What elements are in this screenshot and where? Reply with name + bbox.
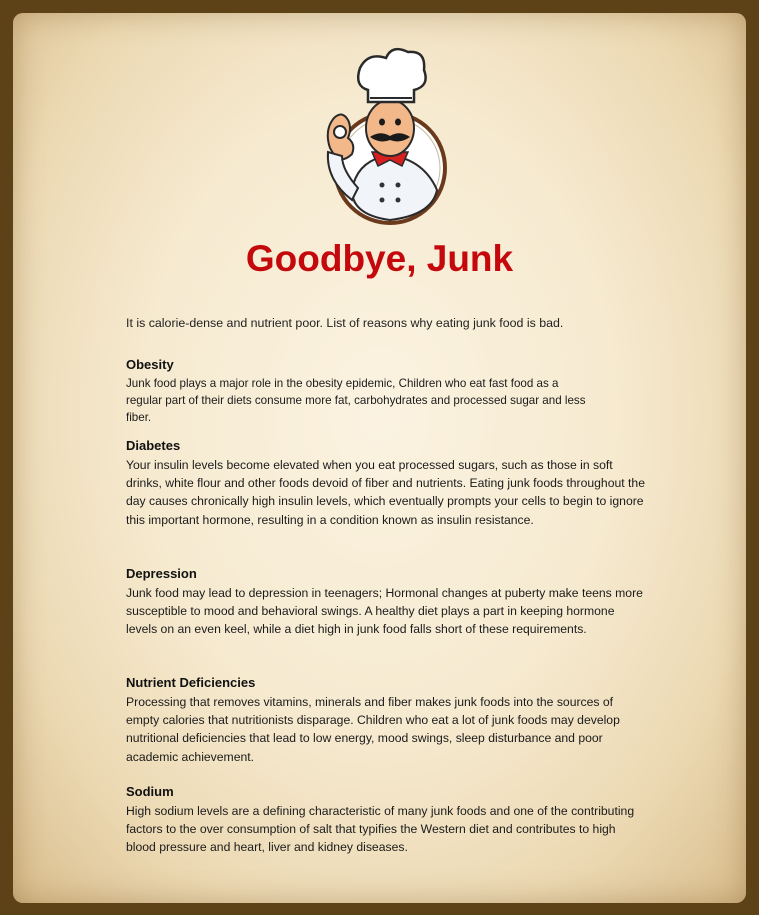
page-title: Goodbye, Junk xyxy=(245,238,514,279)
section-body: Junk food plays a major role in the obesity epidemic, Children who eat fast food as a regular part of their diets consume more fat, carbohydrates and processed sugar and less fiber. xyxy=(126,377,586,424)
section-sodium xyxy=(126,784,646,857)
chef-icon xyxy=(312,40,462,225)
section-diabetes xyxy=(126,438,646,529)
section-heading: Sodium xyxy=(126,784,174,799)
section-heading: Nutrient Deficiencies xyxy=(126,675,256,690)
section-depression xyxy=(126,566,646,639)
section-body: Processing that removes vitamins, minerals and fiber makes junk foods into the sources of empty calories that nutritionists disparage. Children who eat a lot of junk foods may develop nutritional deficiencies that lead to low energy, mood swings, sleep disturbance and poor academic achievement. xyxy=(126,695,620,764)
section-heading: Diabetes xyxy=(126,438,181,453)
section-heading: Obesity xyxy=(126,357,174,372)
section-body: Junk food may lead to depression in teenagers; Hormonal changes at puberty make teens more susceptible to mood and behavioral swings. A healthy diet plays a part in keeping hormone levels on an even keel, while a diet high in junk food falls short of these requirements. xyxy=(126,586,643,637)
section-body: Your insulin levels become elevated when you eat processed sugars, such as those in soft drinks, white flour and other foods devoid of fiber and nutrients. Eating junk foods throughout the day causes chronically high insulin levels, which eventually prompts your cells to begin to ignore this important hormone, resulting in a condition known as insulin resistance. xyxy=(126,458,645,527)
intro-text: It is calorie-dense and nutrient poor. List of reasons why eating junk food is bad. xyxy=(126,316,564,330)
section-nutrient-deficiencies xyxy=(126,675,646,766)
section-heading: Depression xyxy=(126,566,197,581)
section-body: High sodium levels are a defining characteristic of many junk foods and one of the contributing factors to the over consumption of salt that typifies the Western diet and contributes to high blood pressure and heart, liver and kidney diseases. xyxy=(126,804,635,855)
section-obesity xyxy=(126,357,596,426)
